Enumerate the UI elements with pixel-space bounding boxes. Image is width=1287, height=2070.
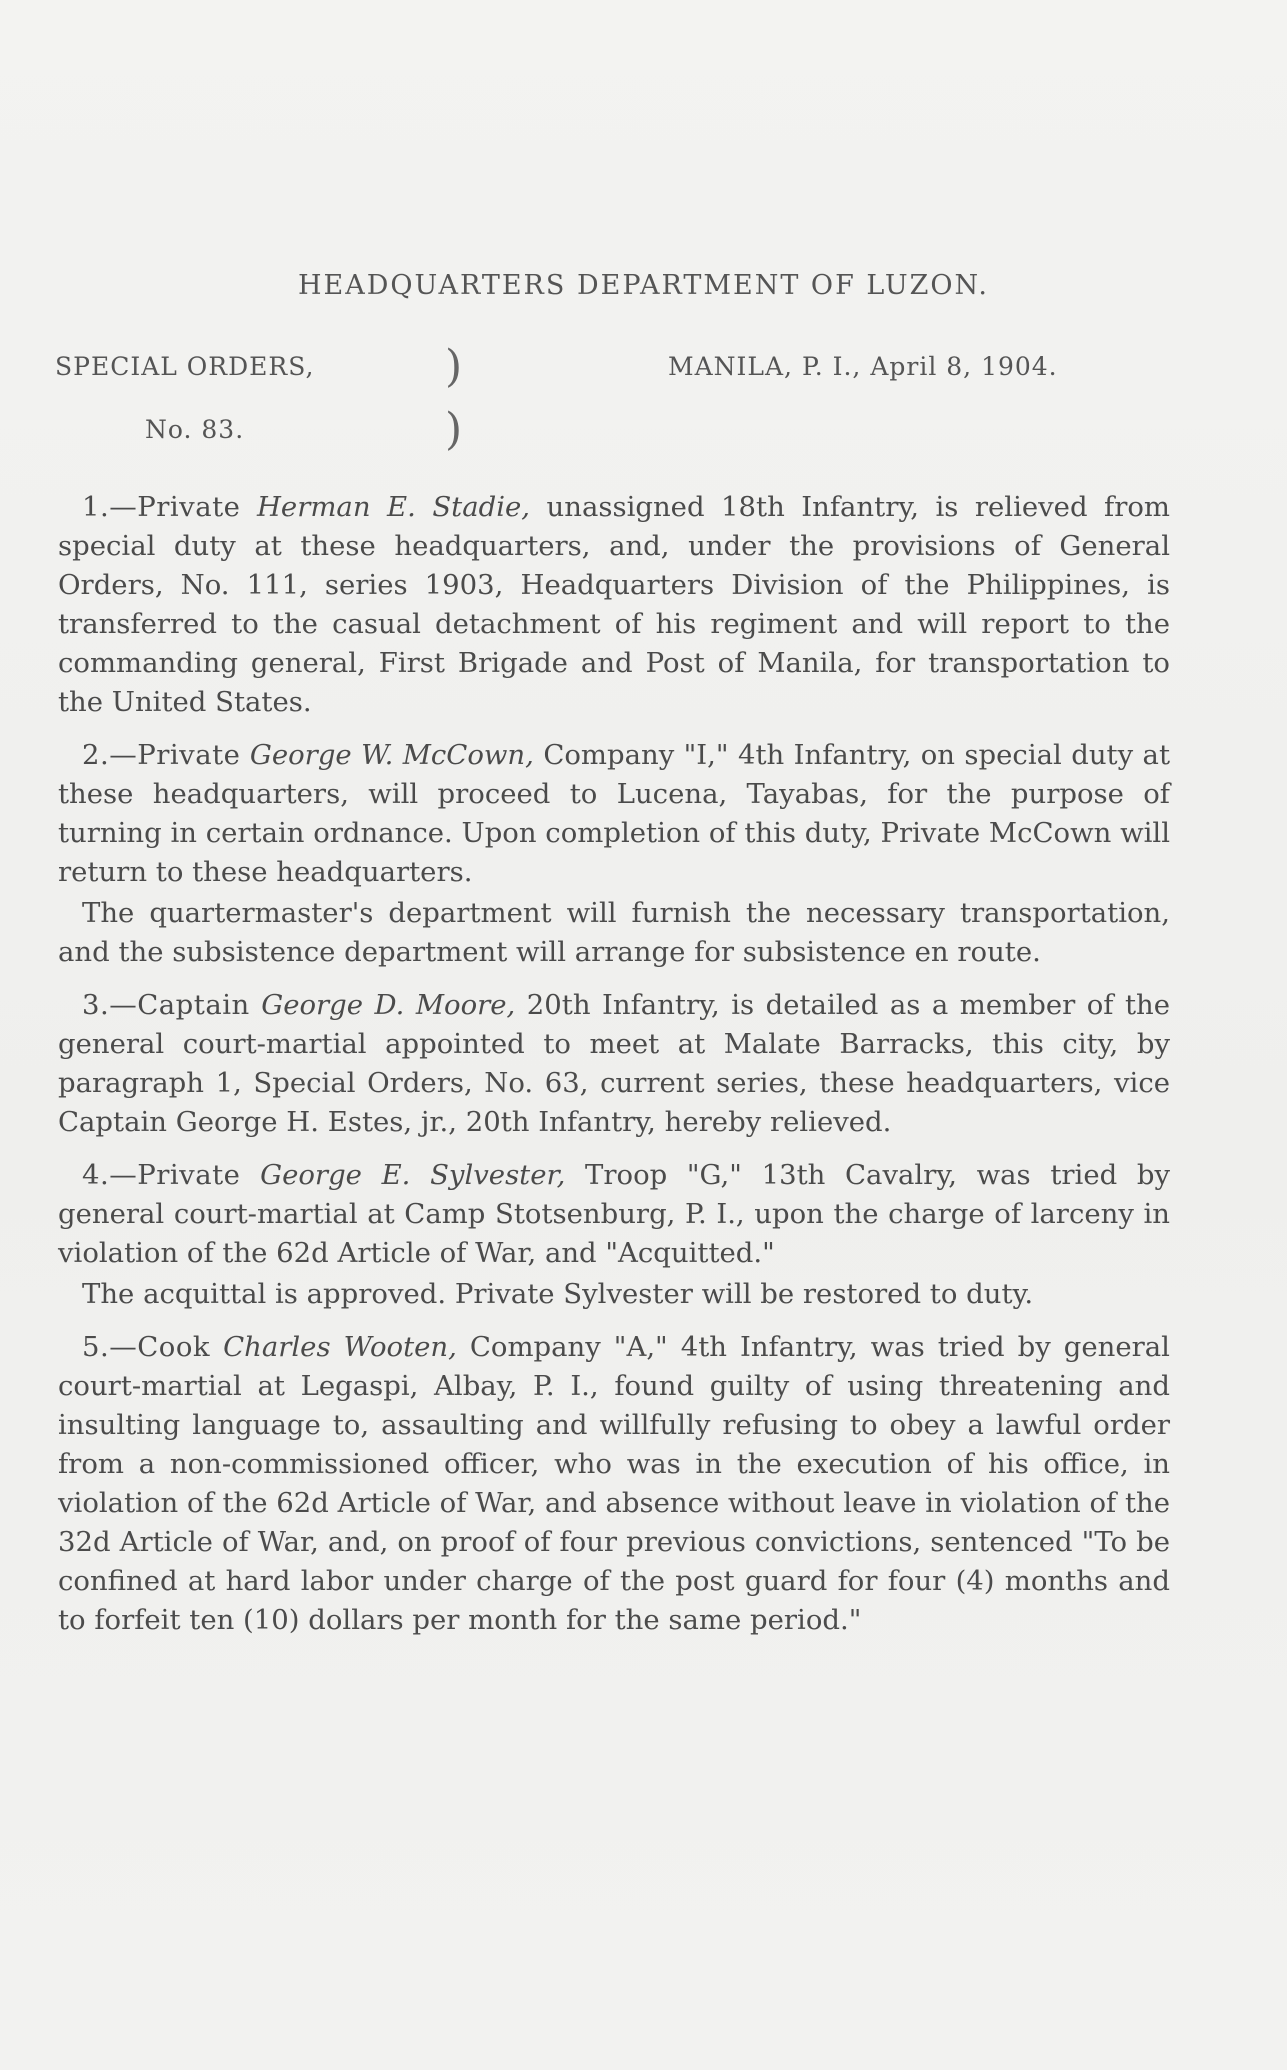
person-name: George E. Sylvester, — [260, 1159, 566, 1191]
paragraph-text: 20th Infantry, is detailed as a member of the general court-martial appointed to meet at Malate Barracks, this city, by paragraph 1, Special Orders, No. 63, current series, these headquarters, vice Captain George H. Estes, jr., 20th Infantry, hereby relieved. — [58, 989, 1170, 1138]
place-date: MANILA, P. I., April 8, 1904. — [668, 352, 1058, 381]
paragraph-5 — [58, 1328, 1170, 1640]
orders-number: No. 83. — [145, 415, 245, 444]
paragraph-4 — [58, 1156, 1170, 1273]
paragraph-text: Company "I," 4th Infantry, on special duty at these headquarters, will proceed to Lucena, Tayabas, for the purpose of turning in certain ordnance. Upon completion of this duty, Private McCown will return to these headquarters. — [58, 739, 1171, 888]
paragraph-3 — [58, 986, 1170, 1142]
paragraph-4-continuation: The acquittal is approved. Private Sylvester will be restored to duty. — [82, 1278, 1034, 1310]
paragraph-2 — [58, 736, 1170, 892]
paragraph-number: 3.—Captain — [82, 989, 250, 1021]
paragraph-text: unassigned 18th Infantry, is relieved from special duty at these headquarters, and, under the provisions of General Orders, No. 111, series 1903, Headquarters Division of the Philippines, is transferred to the casual detachment of his regiment and will report to the commanding general, First Brigade and Post of Manila, for transportation to the United States. — [58, 491, 1170, 718]
paragraph-number: 2.—Private — [82, 739, 241, 771]
person-name: George W. McCown, — [249, 739, 534, 771]
paragraph-number: 1.—Private — [82, 491, 241, 523]
paragraph-2-continuation: The quartermaster's department will furnish the necessary transportation, and the subsistence department will arrange for subsistence en route. — [58, 897, 1170, 968]
paragraph-1 — [58, 488, 1170, 722]
person-name: Charles Wooten, — [223, 1331, 457, 1363]
paragraph-number: 5.—Cook — [82, 1331, 211, 1363]
brace-mark: ) — [445, 341, 463, 392]
paragraph-text: Troop "G," 13th Cavalry, was tried by general court-martial at Camp Stotsenburg, P. I., upon the charge of larceny in violation of the 62d Article of War, and "Acquitted." — [58, 1159, 1170, 1269]
person-name: Herman E. Stadie, — [256, 491, 531, 523]
person-name: George D. Moore, — [261, 989, 516, 1021]
brace-mark-lower: ) — [445, 404, 463, 455]
orders-label: SPECIAL ORDERS, — [55, 352, 315, 381]
document-heading: HEADQUARTERS DEPARTMENT OF LUZON. — [298, 270, 989, 301]
paragraph-text: Company "A," 4th Infantry, was tried by general court-martial at Legaspi, Albay, P. I., found guilty of using threatening and insulting language to, assaulting and willfully refusing to obey a lawful order from a non-commissioned officer, who was in the execution of his office, in violation of the 62d Article of War, and absence without leave in violation of the 32d Article of War, and, on proof of four previous convictions, sentenced "To be confined at hard labor under charge of the post guard for four (4) months and to forfeit ten (10) dollars per month for the same period." — [58, 1331, 1170, 1636]
paragraph-number: 4.—Private — [82, 1159, 241, 1191]
orders-body — [58, 488, 1170, 1654]
